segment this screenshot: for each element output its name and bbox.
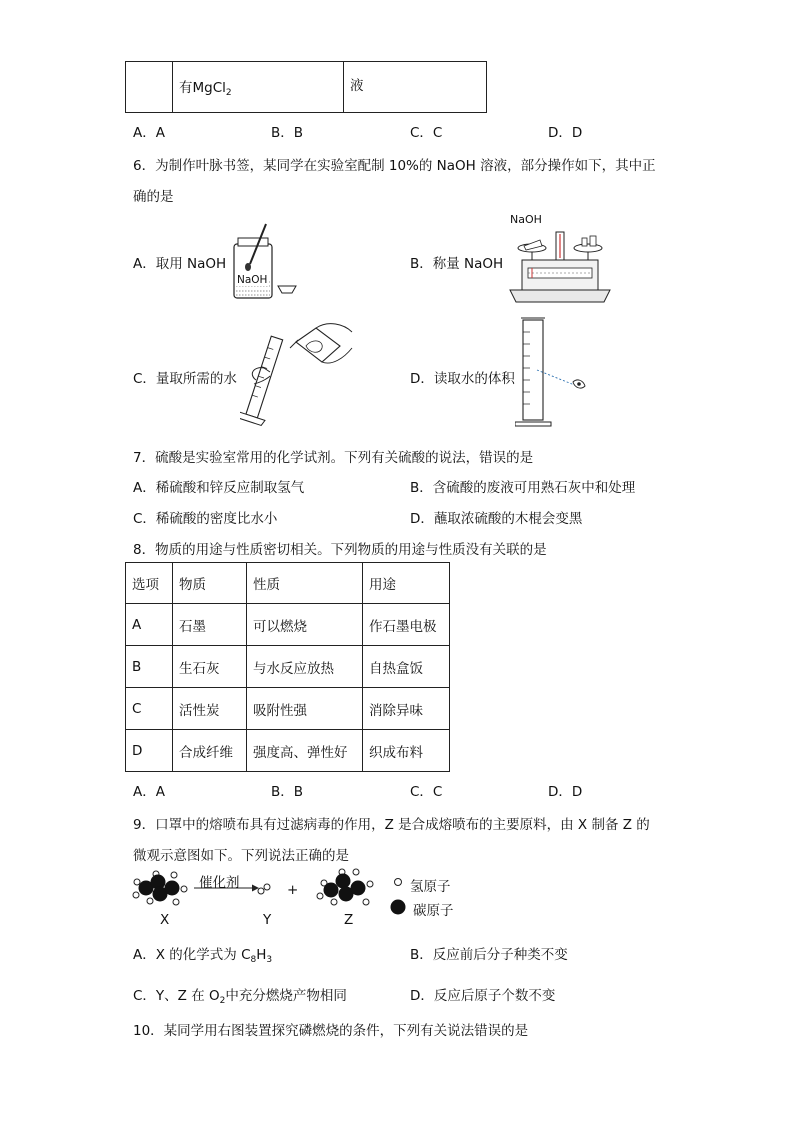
naoh-bottle-spatula-illustration (226, 220, 298, 300)
q6-stem-line1: 6．为制作叶脉书签，某同学在实验室配制 10%的 NaOH 溶液，部分操作如下，其中正 (133, 158, 656, 174)
top-table-cell-liquid: 液 (344, 62, 487, 113)
balance-label: NaOH (510, 213, 542, 226)
table-row (126, 646, 450, 688)
molecule-z (317, 869, 373, 905)
top-table-cell-substance: 有MgCl$_2$ (173, 62, 344, 113)
q9-stem-line2: 微观示意图如下。下列说法正确的是 (133, 848, 349, 864)
table-cell: D (126, 730, 173, 772)
bottle-label: NaOH (237, 274, 268, 286)
pour-water-illustration (240, 318, 356, 428)
catalyst-label: 催化剂 (199, 875, 240, 891)
table-header-cell: 性质 (247, 563, 363, 604)
q9-option-a[interactable]: A．X 的化学式为 $C_8H_3$ (133, 947, 273, 965)
table-header-cell: 用途 (363, 563, 450, 604)
q7-option-b[interactable]: B．含硫酸的废液可用熟石灰中和处理 (410, 480, 636, 496)
table-cell: B (126, 646, 173, 688)
molecule-y (258, 884, 270, 894)
carbon-atom-legend-icon (391, 900, 406, 915)
q7-option-c[interactable]: C．稀硫酸的密度比水小 (133, 511, 278, 527)
legend-carbon-label: 碳原子 (413, 903, 454, 919)
label-y: Y (263, 912, 272, 928)
q9-option-b[interactable]: B．反应前后分子种类不变 (410, 947, 568, 963)
q7-stem: 7．硫酸是实验室常用的化学试剂。下列有关硫酸的说法，错误的是 (133, 450, 534, 466)
q9-option-c[interactable]: C．Y、Z 在 $O_2$中充分燃烧产物相同 (133, 988, 347, 1006)
table-row (126, 604, 450, 646)
q6-option-c[interactable]: C．量取所需的水 (133, 371, 237, 387)
hydrogen-atom-legend-icon (395, 879, 402, 886)
table-cell: 强度高、弹性好 (247, 730, 363, 772)
balance-illustration (508, 226, 612, 306)
table-header-cell: 选项 (126, 563, 173, 604)
table-header-row (126, 563, 450, 604)
table-cell: 合成纤维 (173, 730, 247, 772)
q5-option-c[interactable]: C．C (410, 125, 443, 141)
table-cell: 与水反应放热 (247, 646, 363, 688)
top-table-cell-empty (126, 62, 173, 113)
table-cell: 生石灰 (173, 646, 247, 688)
read-volume-illustration (515, 316, 595, 430)
q7-option-a[interactable]: A．稀硫酸和锌反应制取氢气 (133, 480, 305, 496)
q10-stem: 10．某同学用右图装置探究磷燃烧的条件，下列有关说法错误的是 (133, 1023, 529, 1039)
legend-hydrogen-label: 氢原子 (410, 879, 451, 895)
label-z: Z (344, 912, 354, 928)
table-row (126, 688, 450, 730)
table-cell: 织成布料 (363, 730, 450, 772)
table-cell: 可以燃烧 (247, 604, 363, 646)
q5-option-b[interactable]: B．B (271, 125, 304, 141)
table-cell: A (126, 604, 173, 646)
table-cell: 作石墨电极 (363, 604, 450, 646)
label-x: X (160, 912, 170, 928)
top-table-fragment (125, 61, 487, 113)
q5-option-d[interactable]: D．D (548, 125, 583, 141)
q6-option-a[interactable]: A．取用 NaOH (133, 256, 227, 272)
q9-stem-line1: 9．口罩中的熔喷布具有过滤病毒的作用，Z 是合成熔喷布的主要原料，由 X 制备 Z 的 (133, 817, 650, 833)
q8-option-d[interactable]: D．D (548, 784, 583, 800)
q6-stem-line2: 确的是 (133, 189, 174, 205)
table-cell: C (126, 688, 173, 730)
table-cell: 石墨 (173, 604, 247, 646)
table-cell: 自热盒饭 (363, 646, 450, 688)
q6-option-d[interactable]: D．读取水的体积 (410, 371, 515, 387)
q6-option-b[interactable]: B．称量 NaOH (410, 256, 504, 272)
table-cell: 吸附性强 (247, 688, 363, 730)
q8-option-a[interactable]: A．A (133, 784, 165, 800)
q8-option-b[interactable]: B．B (271, 784, 304, 800)
q8-table (125, 562, 450, 772)
q8-stem: 8．物质的用途与性质密切相关。下列物质的用途与性质没有关联的是 (133, 542, 547, 558)
table-header-cell: 物质 (173, 563, 247, 604)
plus-sign: + (287, 882, 299, 898)
table-row (126, 730, 450, 772)
molecule-x (133, 871, 187, 905)
table-cell: 消除异味 (363, 688, 450, 730)
table-cell: 活性炭 (173, 688, 247, 730)
q8-option-c[interactable]: C．C (410, 784, 443, 800)
q5-option-a[interactable]: A．A (133, 125, 165, 141)
q7-option-d[interactable]: D．蘸取浓硫酸的木棍会变黑 (410, 511, 583, 527)
q9-option-d[interactable]: D．反应后原子个数不变 (410, 988, 556, 1004)
